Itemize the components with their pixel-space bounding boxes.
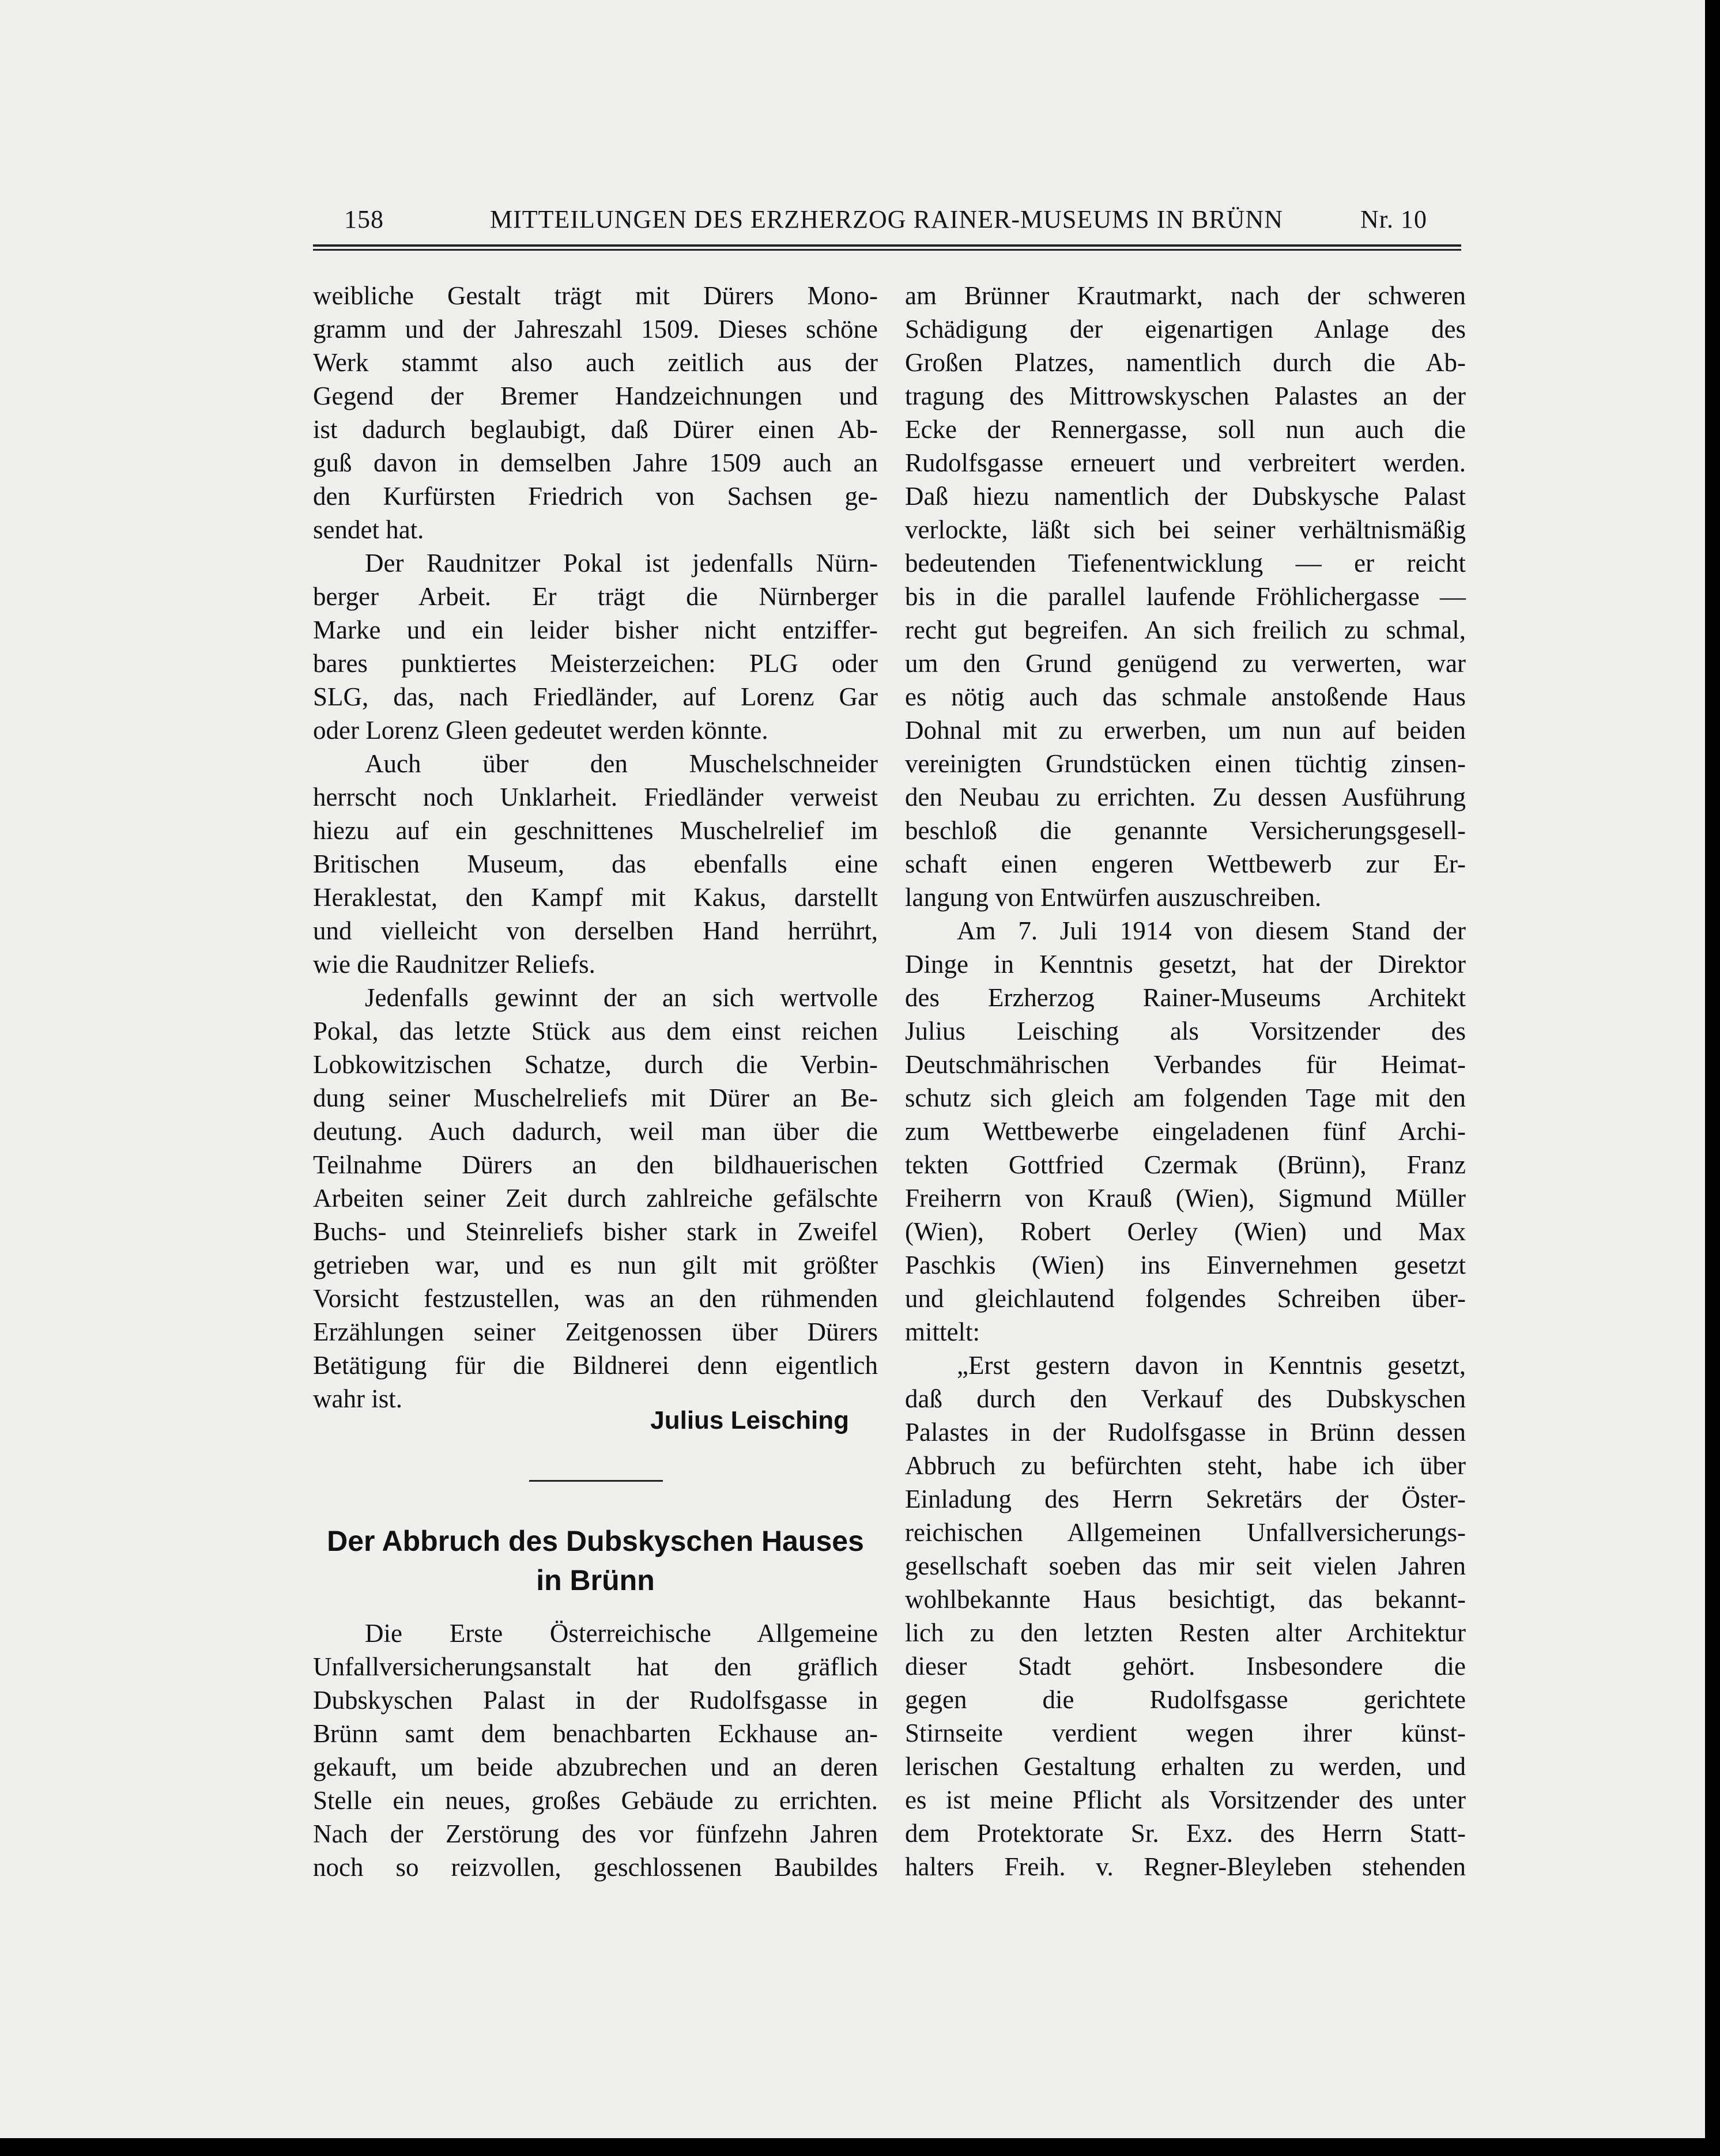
text-line: tragung des Mittrowskyschen Palastes an der (905, 382, 1466, 410)
text-line: Heraklestat, den Kampf mit Kakus, darstellt (313, 883, 878, 912)
text-line: und gleichlautend folgendes Schreiben über- (905, 1284, 1466, 1313)
text-line: berger Arbeit. Er trägt die Nürnberger (313, 582, 878, 611)
text-line: Brünn samt dem benachbarten Eckhause an- (313, 1719, 878, 1748)
text-line: dung seiner Muschelreliefs mit Dürer an Be- (313, 1083, 878, 1112)
article-heading-line: Der Abbruch des Dubskyschen Hauses (327, 1525, 864, 1557)
text-line: Palastes in der Rudolfsgasse in Brünn dessen (905, 1418, 1466, 1447)
page-number: 158 (344, 205, 384, 233)
text-line: verlockte, läßt sich bei seiner verhältnismäßig (905, 515, 1466, 544)
paragraph (313, 279, 878, 546)
text-line: den Kurfürsten Friedrich von Sachsen ge- (313, 482, 878, 511)
text-line: Julius Leisching als Vorsitzender des (905, 1017, 1466, 1045)
text-line: gesellschaft soeben das mir seit vielen Jahren (905, 1551, 1466, 1580)
text-line: deutung. Auch dadurch, weil man über die (313, 1117, 878, 1146)
text-line: Paschkis (Wien) ins Einvernehmen gesetzt (905, 1251, 1466, 1279)
text-line: Pokal, das letzte Stück aus dem einst reichen (313, 1017, 878, 1045)
text-line: am Brünner Krautmarkt, nach der schweren (905, 281, 1466, 310)
text-line: Unfallversicherungsanstalt hat den gräflich (313, 1652, 878, 1681)
text-line: Die Erste Österreichische Allgemeine (365, 1619, 878, 1648)
text-line: Nach der Zerstörung des vor fünfzehn Jahren (313, 1819, 878, 1848)
text-line: oder Lorenz Gleen gedeutet werden könnte. (313, 716, 768, 745)
paragraph (313, 981, 878, 1415)
text-line: Dinge in Kenntnis gesetzt, hat der Direktor (905, 950, 1466, 979)
running-title: MITTEILUNGEN DES ERZHERZOG RAINER-MUSEUMS IN BRÜNN (490, 205, 1284, 233)
text-line: gramm und der Jahreszahl 1509. Dieses schöne (313, 315, 878, 343)
text-line: wohlbekannte Haus besichtigt, das bekannt- (905, 1585, 1466, 1614)
text-line: Stelle ein neues, großes Gebäude zu errichten. (313, 1786, 878, 1815)
text-line: lich zu den letzten Resten alter Architektur (905, 1618, 1466, 1647)
paragraph (313, 546, 878, 747)
text-line: (Wien), Robert Oerley (Wien) und Max (905, 1217, 1466, 1246)
text-line: Erzählungen seiner Zeitgenossen über Dürers (313, 1317, 878, 1346)
text-line: den Neubau zu errichten. Zu dessen Ausführung (905, 783, 1466, 811)
left-column-article (313, 1617, 878, 1884)
text-line: tekten Gottfried Czermak (Brünn), Franz (905, 1150, 1466, 1179)
text-line: bedeutenden Tiefenentwicklung — er reicht (905, 549, 1466, 577)
text-line: bis in die parallel laufende Fröhlichergasse — (905, 582, 1466, 611)
article-heading (313, 1521, 878, 1600)
text-line: Britischen Museum, das ebenfalls eine (313, 849, 878, 878)
text-line: Großen Platzes, namentlich durch die Ab- (905, 348, 1466, 377)
text-line: halters Freih. v. Regner-Bleyleben stehenden (905, 1852, 1466, 1881)
text-line: langung von Entwürfen auszuschreiben. (905, 883, 1322, 912)
text-line: Abbruch zu befürchten steht, habe ich über (905, 1451, 1466, 1480)
text-line: weibliche Gestalt trägt mit Dürers Mono- (313, 281, 878, 310)
text-line: um den Grund genügend zu verwerten, war (905, 649, 1466, 678)
article-heading-line: in Brünn (536, 1564, 655, 1596)
text-line: Marke und ein leider bisher nicht entziffer- (313, 616, 878, 644)
paragraph (313, 747, 878, 981)
text-line: getrieben war, und es nun gilt mit größter (313, 1251, 878, 1279)
text-line: schaft einen engeren Wettbewerb zur Er- (905, 849, 1466, 878)
text-line: daß durch den Verkauf des Dubskyschen (905, 1384, 1466, 1413)
left-column (313, 279, 878, 1415)
text-line: hiezu auf ein geschnittenes Muschelrelief im (313, 816, 878, 845)
text-line: des Erzherzog Rainer-Museums Architekt (905, 983, 1466, 1012)
text-line: gekauft, um beide abzubrechen und an deren (313, 1753, 878, 1781)
right-column (905, 279, 1466, 1883)
text-line: Ecke der Rennergasse, soll nun auch die (905, 415, 1466, 444)
text-line: Dohnal mit zu erwerben, um nun auf beiden (905, 716, 1466, 745)
text-line: Teilnahme Dürers an den bildhauerischen (313, 1150, 878, 1179)
text-line: SLG, das, nach Friedländer, auf Lorenz Gar (313, 682, 878, 711)
text-line: es nötig auch das schmale anstoßende Haus (905, 682, 1466, 711)
text-line: Werk stammt also auch zeitlich aus der (313, 348, 878, 377)
text-line: Dubskyschen Palast in der Rudolfsgasse in (313, 1686, 878, 1715)
text-line: Arbeiten seiner Zeit durch zahlreiche gefälschte (313, 1184, 878, 1213)
text-line: vereinigten Grundstücken einen tüchtig zinsen- (905, 749, 1466, 778)
author-signature: Julius Leisching (650, 1406, 849, 1434)
text-line: Vorsicht festzustellen, was an den rühmenden (313, 1284, 878, 1313)
header-rule (313, 249, 1461, 251)
text-line: schutz sich gleich am folgenden Tage mit den (905, 1083, 1466, 1112)
text-line: Daß hiezu namentlich der Dubskysche Palast (905, 482, 1466, 511)
text-line: Stirnseite verdient wegen ihrer künst- (905, 1719, 1466, 1747)
text-line: und vielleicht von derselben Hand herrührt, (313, 916, 878, 945)
text-line: Rudolfsgasse erneuert und verbreitert werden. (905, 448, 1466, 477)
text-line: mittelt: (905, 1317, 980, 1346)
text-line: es ist meine Pflicht als Vorsitzender des unter (905, 1785, 1466, 1814)
text-line: wahr ist. (313, 1384, 402, 1413)
paragraph (905, 1349, 1466, 1883)
text-line: Jedenfalls gewinnt der an sich wertvolle (365, 983, 878, 1012)
section-divider (529, 1480, 663, 1482)
text-line: dieser Stadt gehört. Insbesondere die (905, 1652, 1466, 1681)
text-line: reichischen Allgemeinen Unfallversicherungs- (905, 1518, 1466, 1547)
text-line: dem Protektorate Sr. Exz. des Herrn Statt- (905, 1819, 1466, 1848)
text-line: ist dadurch beglaubigt, daß Dürer einen Ab- (313, 415, 878, 444)
text-line: Am 7. Juli 1914 von diesem Stand der (957, 916, 1466, 945)
text-line: Gegend der Bremer Handzeichnungen und (313, 382, 878, 410)
text-line: bares punktiertes Meisterzeichen: PLG oder (313, 649, 878, 678)
text-line: Einladung des Herrn Sekretärs der Öster- (905, 1485, 1466, 1513)
text-line: guß davon in demselben Jahre 1509 auch an (313, 448, 878, 477)
text-line: Deutschmährischen Verbandes für Heimat- (905, 1050, 1466, 1079)
text-line: Betätigung für die Bildnerei denn eigentlich (313, 1351, 878, 1380)
text-line: Freiherrn von Krauß (Wien), Sigmund Müller (905, 1184, 1466, 1213)
paragraph (905, 914, 1466, 1349)
text-line: herrscht noch Unklarheit. Friedländer verweist (313, 783, 878, 811)
text-line: noch so reizvollen, geschlossenen Baubildes (313, 1853, 878, 1882)
issue-number: Nr. 10 (1360, 205, 1427, 233)
text-line: sendet hat. (313, 515, 424, 544)
text-line: beschloß die genannte Versicherungsgesell- (905, 816, 1466, 845)
header-rule (313, 244, 1461, 247)
paragraph (313, 1617, 878, 1884)
text-line: wie die Raudnitzer Reliefs. (313, 950, 595, 979)
text-line: lerischen Gestaltung erhalten zu werden, und (905, 1752, 1466, 1781)
text-line: Der Raudnitzer Pokal ist jedenfalls Nürn- (365, 549, 878, 577)
text-line: Auch über den Muschelschneider (365, 749, 878, 778)
text-line: Buchs- und Steinreliefs bisher stark in Zweifel (313, 1217, 878, 1246)
text-line: recht gut begreifen. An sich freilich zu schmal, (905, 616, 1466, 644)
text-line: Schädigung der eigenartigen Anlage des (905, 315, 1466, 343)
paragraph (905, 279, 1466, 914)
text-line: zum Wettbewerbe eingeladenen fünf Archi- (905, 1117, 1466, 1146)
text-line: gegen die Rudolfsgasse gerichtete (905, 1685, 1466, 1714)
text-line: „Erst gestern davon in Kenntnis gesetzt, (957, 1351, 1466, 1380)
text-line: Lobkowitzischen Schatze, durch die Verbin- (313, 1050, 878, 1079)
